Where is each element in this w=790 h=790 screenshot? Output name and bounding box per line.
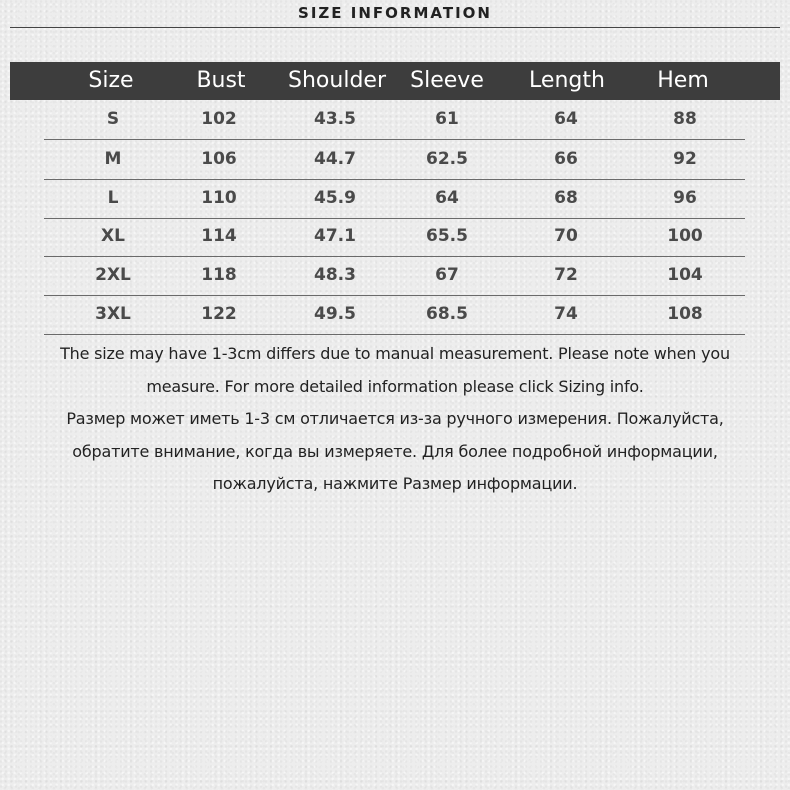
- cell-sleeve: 64: [435, 188, 459, 208]
- cell-size: XL: [101, 226, 125, 246]
- cell-hem: 100: [667, 226, 703, 246]
- cell-bust: 102: [201, 109, 237, 129]
- cell-sleeve: 65.5: [426, 226, 468, 246]
- size-notes: [40, 338, 750, 501]
- cell-length: 70: [554, 226, 578, 246]
- header-sleeve: Sleeve: [410, 68, 484, 93]
- note-line-ru-1: Размер может иметь 1-3 см отличается из-за ручного измерения. Пожалуйста,: [66, 409, 724, 429]
- cell-hem: 92: [673, 149, 697, 169]
- cell-hem: 96: [673, 188, 697, 208]
- cell-hem: 108: [667, 304, 703, 324]
- table-row: [44, 100, 745, 140]
- page-title: SIZE INFORMATION: [298, 4, 492, 22]
- cell-sleeve: 67: [435, 265, 459, 285]
- header-size: Size: [88, 68, 134, 93]
- cell-size: 2XL: [95, 265, 131, 285]
- table-row: [44, 256, 745, 296]
- header-length: Length: [529, 68, 605, 93]
- cell-sleeve: 61: [435, 109, 459, 129]
- cell-hem: 88: [673, 109, 697, 129]
- note-line-ru-2: обратите внимание, когда вы измеряете. Для более подробной информации,: [72, 441, 718, 461]
- note-line-ru-3: пожалуйста, нажмите Размер информации.: [212, 474, 578, 494]
- table-row: [44, 217, 745, 257]
- cell-size: L: [107, 188, 119, 208]
- header-hem: Hem: [657, 68, 709, 93]
- table-row: [44, 179, 745, 219]
- cell-length: 64: [554, 109, 578, 129]
- cell-bust: 122: [201, 304, 237, 324]
- cell-length: 68: [554, 188, 578, 208]
- header-bust: Bust: [196, 68, 246, 93]
- note-line-en-2: measure. For more detailed information please click Sizing info.: [146, 376, 644, 396]
- cell-sleeve: 62.5: [426, 149, 468, 169]
- cell-shoulder: 45.9: [314, 188, 356, 208]
- header-shoulder: Shoulder: [288, 68, 386, 93]
- cell-size: 3XL: [95, 304, 131, 324]
- cell-size: S: [106, 109, 120, 129]
- cell-shoulder: 49.5: [314, 304, 356, 324]
- cell-length: 66: [554, 149, 578, 169]
- size-table-header: [10, 62, 780, 100]
- cell-size: M: [104, 149, 122, 169]
- cell-bust: 114: [201, 226, 237, 246]
- table-row: [44, 295, 745, 335]
- cell-bust: 110: [201, 188, 237, 208]
- cell-bust: 118: [201, 265, 237, 285]
- cell-shoulder: 43.5: [314, 109, 356, 129]
- cell-sleeve: 68.5: [426, 304, 468, 324]
- cell-shoulder: 48.3: [314, 265, 356, 285]
- cell-shoulder: 44.7: [314, 149, 356, 169]
- cell-hem: 104: [667, 265, 703, 285]
- cell-bust: 106: [201, 149, 237, 169]
- table-row: [44, 140, 745, 180]
- note-line-en-1: The size may have 1-3cm differs due to manual measurement. Please note when you: [60, 344, 730, 363]
- title-divider: [10, 27, 780, 28]
- cell-length: 72: [554, 265, 578, 285]
- cell-length: 74: [554, 304, 578, 324]
- cell-shoulder: 47.1: [314, 226, 356, 246]
